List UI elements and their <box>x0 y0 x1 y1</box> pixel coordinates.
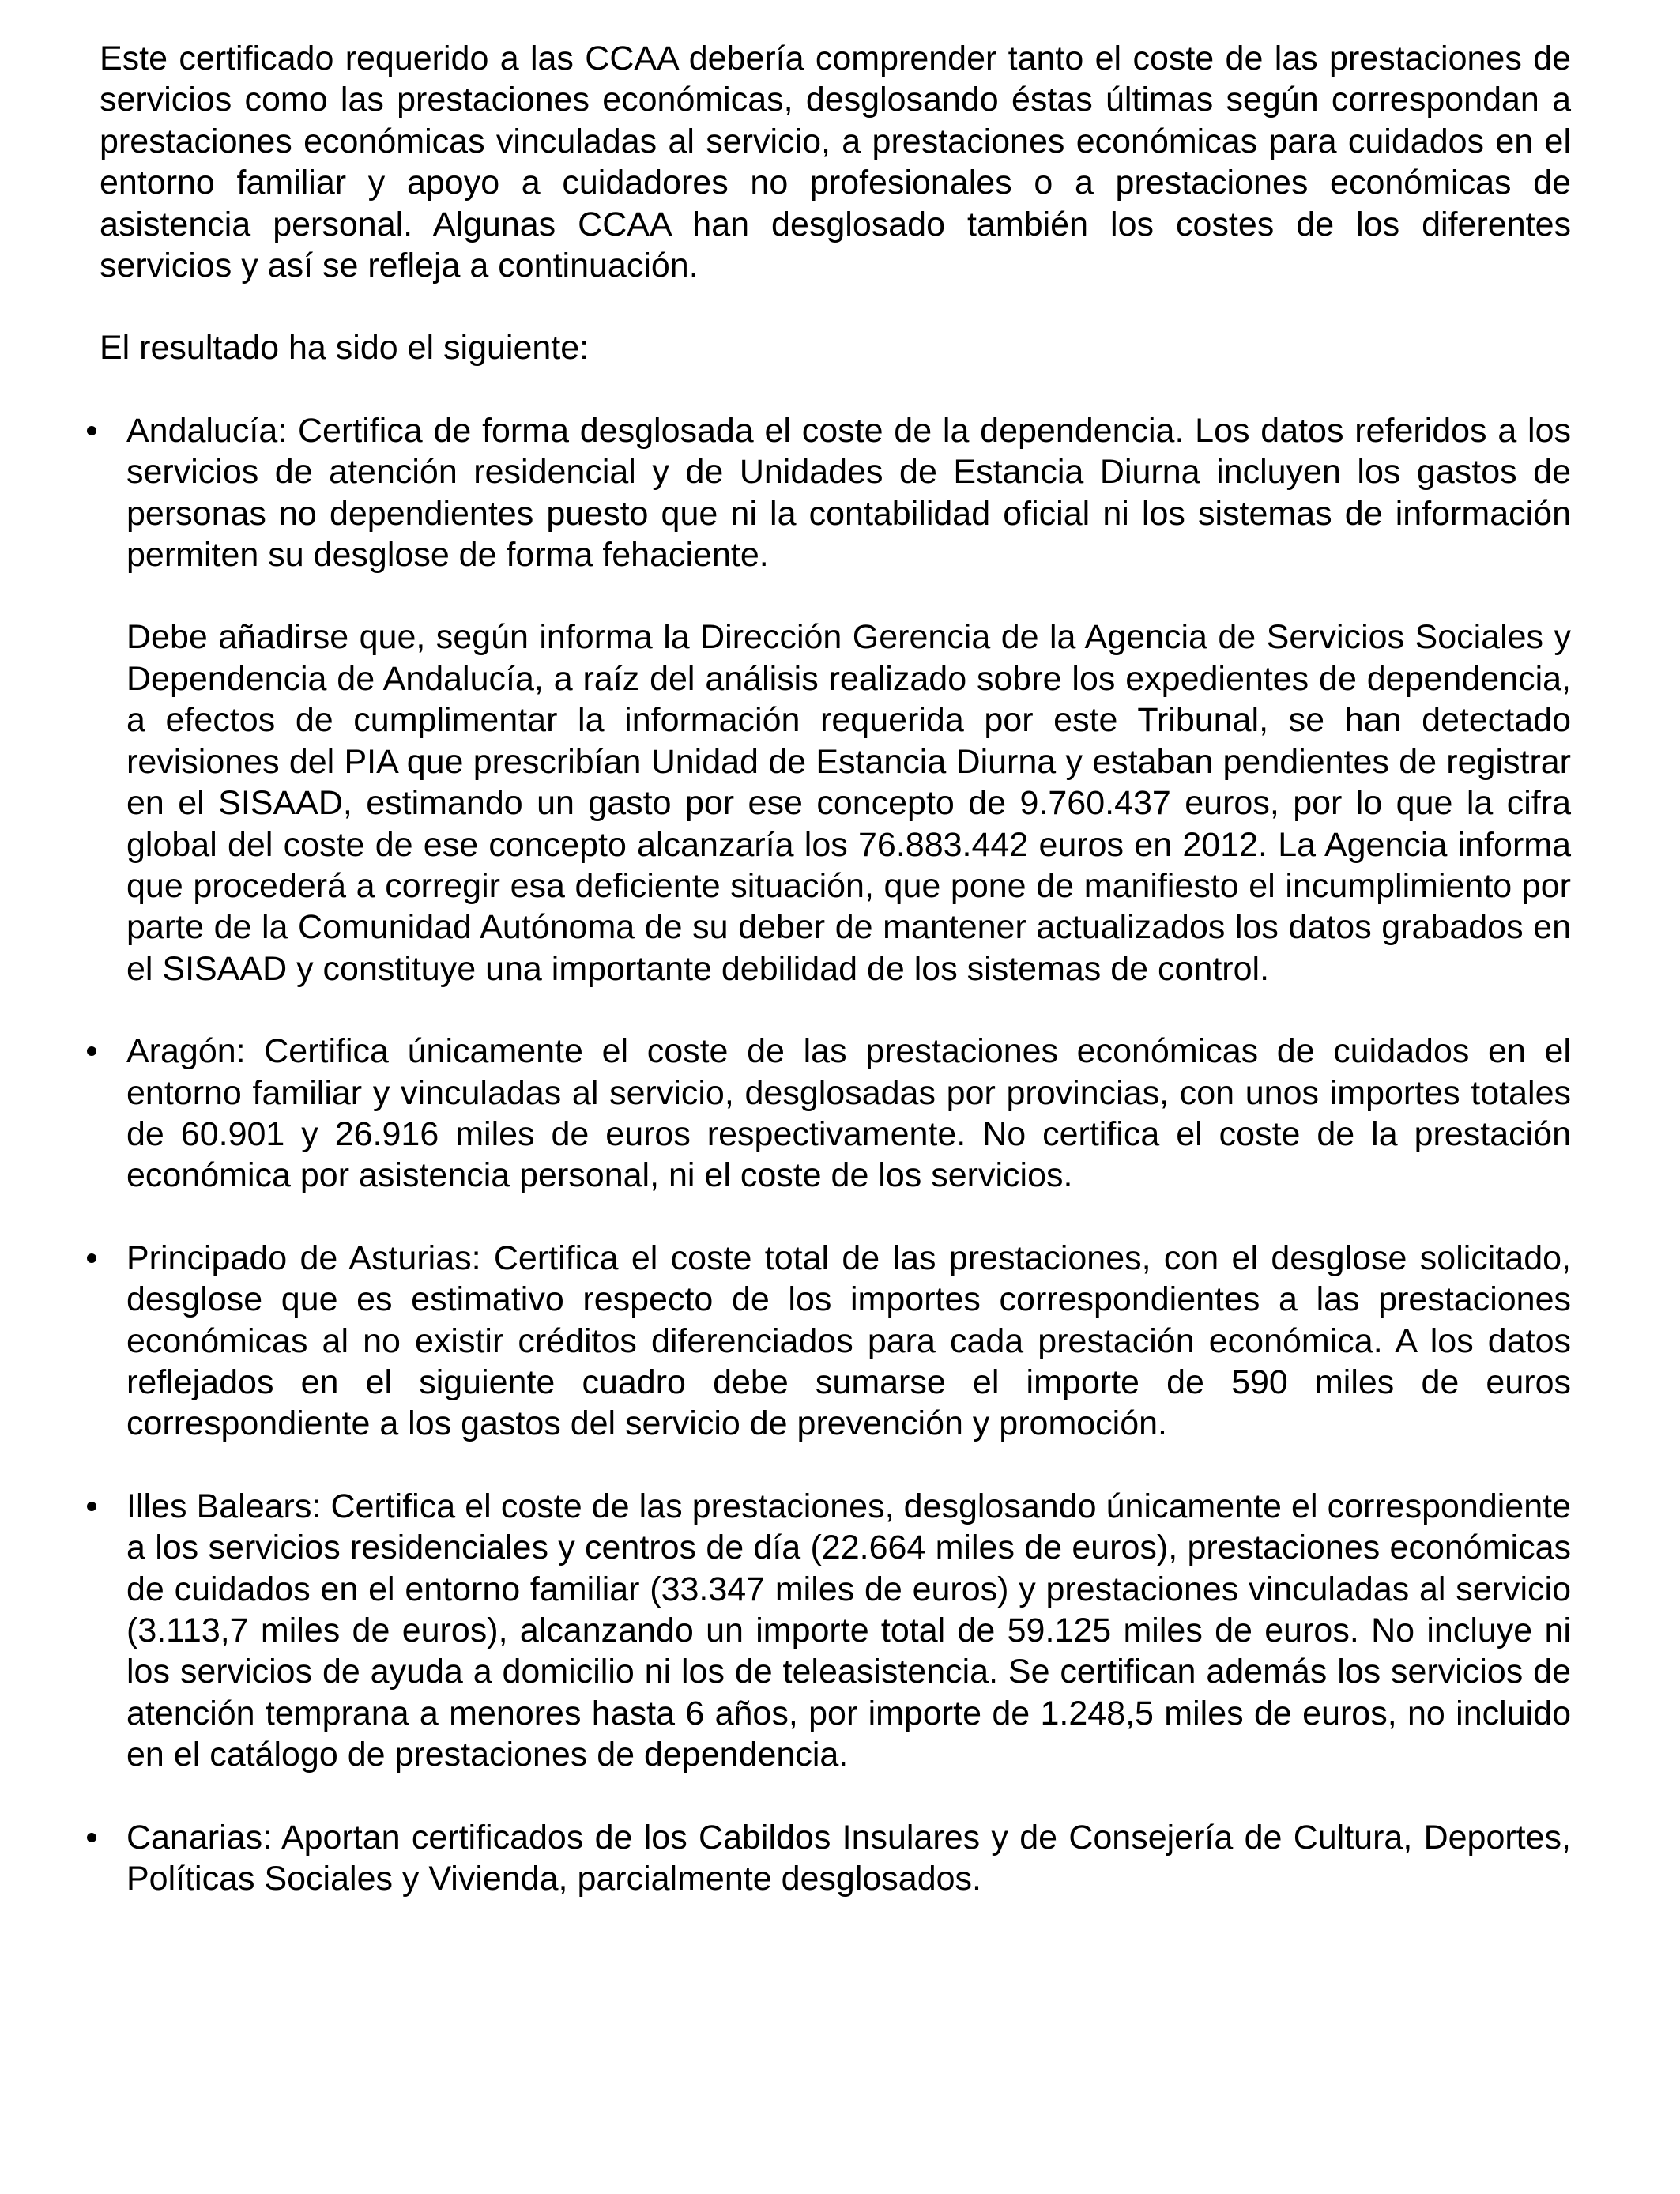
bullet-icon <box>87 426 96 435</box>
list-item-asturias <box>100 1238 1571 1445</box>
list-item-paragraph: Principado de Asturias: Certifica el coste total de las prestaciones, con el desglose solicitado, desglose que es estimativo respecto de los importes correspondientes a las prestaciones económicas al no existir créditos diferenciados para cada prestación económica. A los datos reflejados en el siguiente cuadro debe sumarse el importe de 590 miles de euros correspondiente a los gastos del servicio de prevención y promoción. <box>126 1238 1571 1443</box>
bullet-icon <box>87 1253 96 1263</box>
intro-paragraph: Este certificado requerido a las CCAA debería comprender tanto el coste de las prestaciones de servicios como las prestaciones económicas, desglosando éstas últimas según correspondan a prestaciones económicas vinculadas al servicio, a prestaciones económicas para cuidados en el entorno familiar y apoyo a cuidadores no profesionales o a prestaciones económicas de asistencia personal. Algunas CCAA han desglosado también los costes de los diferentes servicios y así se refleja a continuación. <box>100 40 1571 285</box>
list-item-paragraph: Canarias: Aportan certificados de los Cabildos Insulares y de Consejería de Cultura, Deportes, Políticas Sociales y Vivienda, parcialmente desglosados. <box>126 1818 1571 1898</box>
list-item-andalucia <box>100 410 1571 990</box>
list-item-aragon <box>100 1031 1571 1197</box>
list-item-illes-balears <box>100 1486 1571 1776</box>
result-intro: El resultado ha sido el siguiente: <box>100 329 590 368</box>
bullet-icon <box>87 1046 96 1056</box>
list-item-canarias <box>100 1817 1571 1900</box>
document-page <box>100 38 1571 1899</box>
bullet-icon <box>87 1833 96 1842</box>
region-list <box>100 410 1571 1900</box>
list-item-paragraph: Illes Balears: Certifica el coste de las prestaciones, desglosando únicamente el correspondiente a los servicios residenciales y centros de día (22.664 miles de euros), prestaciones económicas de cuidados en el entorno familiar (33.347 miles de euros) y prestaciones vinculadas al servicio (3.113,7 miles de euros), alcanzando un importe total de 59.125 miles de euros. No incluye ni los servicios de ayuda a domicilio ni los de teleasistencia. Se certifican además los servicios de atención temprana a menores hasta 6 años, por importe de 1.248,5 miles de euros, no incluido en el catálogo de prestaciones de dependencia. <box>126 1487 1571 1774</box>
list-item-paragraph: Aragón: Certifica únicamente el coste de las prestaciones económicas de cuidados en el entorno familiar y vinculadas al servicio, desglosadas por provincias, con unos importes totales de 60.901 y 26.916 miles de euros respectivamente. No certifica el coste de la prestación económica por asistencia personal, ni el coste de los servicios. <box>126 1032 1571 1195</box>
list-item-paragraph: Debe añadirse que, según informa la Dirección Gerencia de la Agencia de Servicios Sociales y Dependencia de Andalucía, a raíz del análisis realizado sobre los expedientes de dependencia, a efectos de cumplimentar la información requerida por este Tribunal, se han detectado revisiones del PIA que prescribían Unidad de Estancia Diurna y estaban pendientes de registrar en el SISAAD, estimando un gasto por ese concepto de 9.760.437 euros, por lo que la cifra global del coste de ese concepto alcanzaría los 76.883.442 euros en 2012. La Agencia informa que procederá a corregir esa deficiente situación, que pone de manifiesto el incumplimiento por parte de la Comunidad Autónoma de su deber de mantener actualizados los datos grabados en el SISAAD y constituye una importante debilidad de los sistemas de control. <box>126 618 1571 988</box>
bullet-icon <box>87 1502 96 1511</box>
list-item-paragraph: Andalucía: Certifica de forma desglosada el coste de la dependencia. Los datos referidos a los servicios de atención residencial y de Unidades de Estancia Diurna incluyen los gastos de personas no dependientes puesto que ni la contabilidad oficial ni los sistemas de información permiten su desglose de forma fehaciente. <box>126 411 1571 575</box>
